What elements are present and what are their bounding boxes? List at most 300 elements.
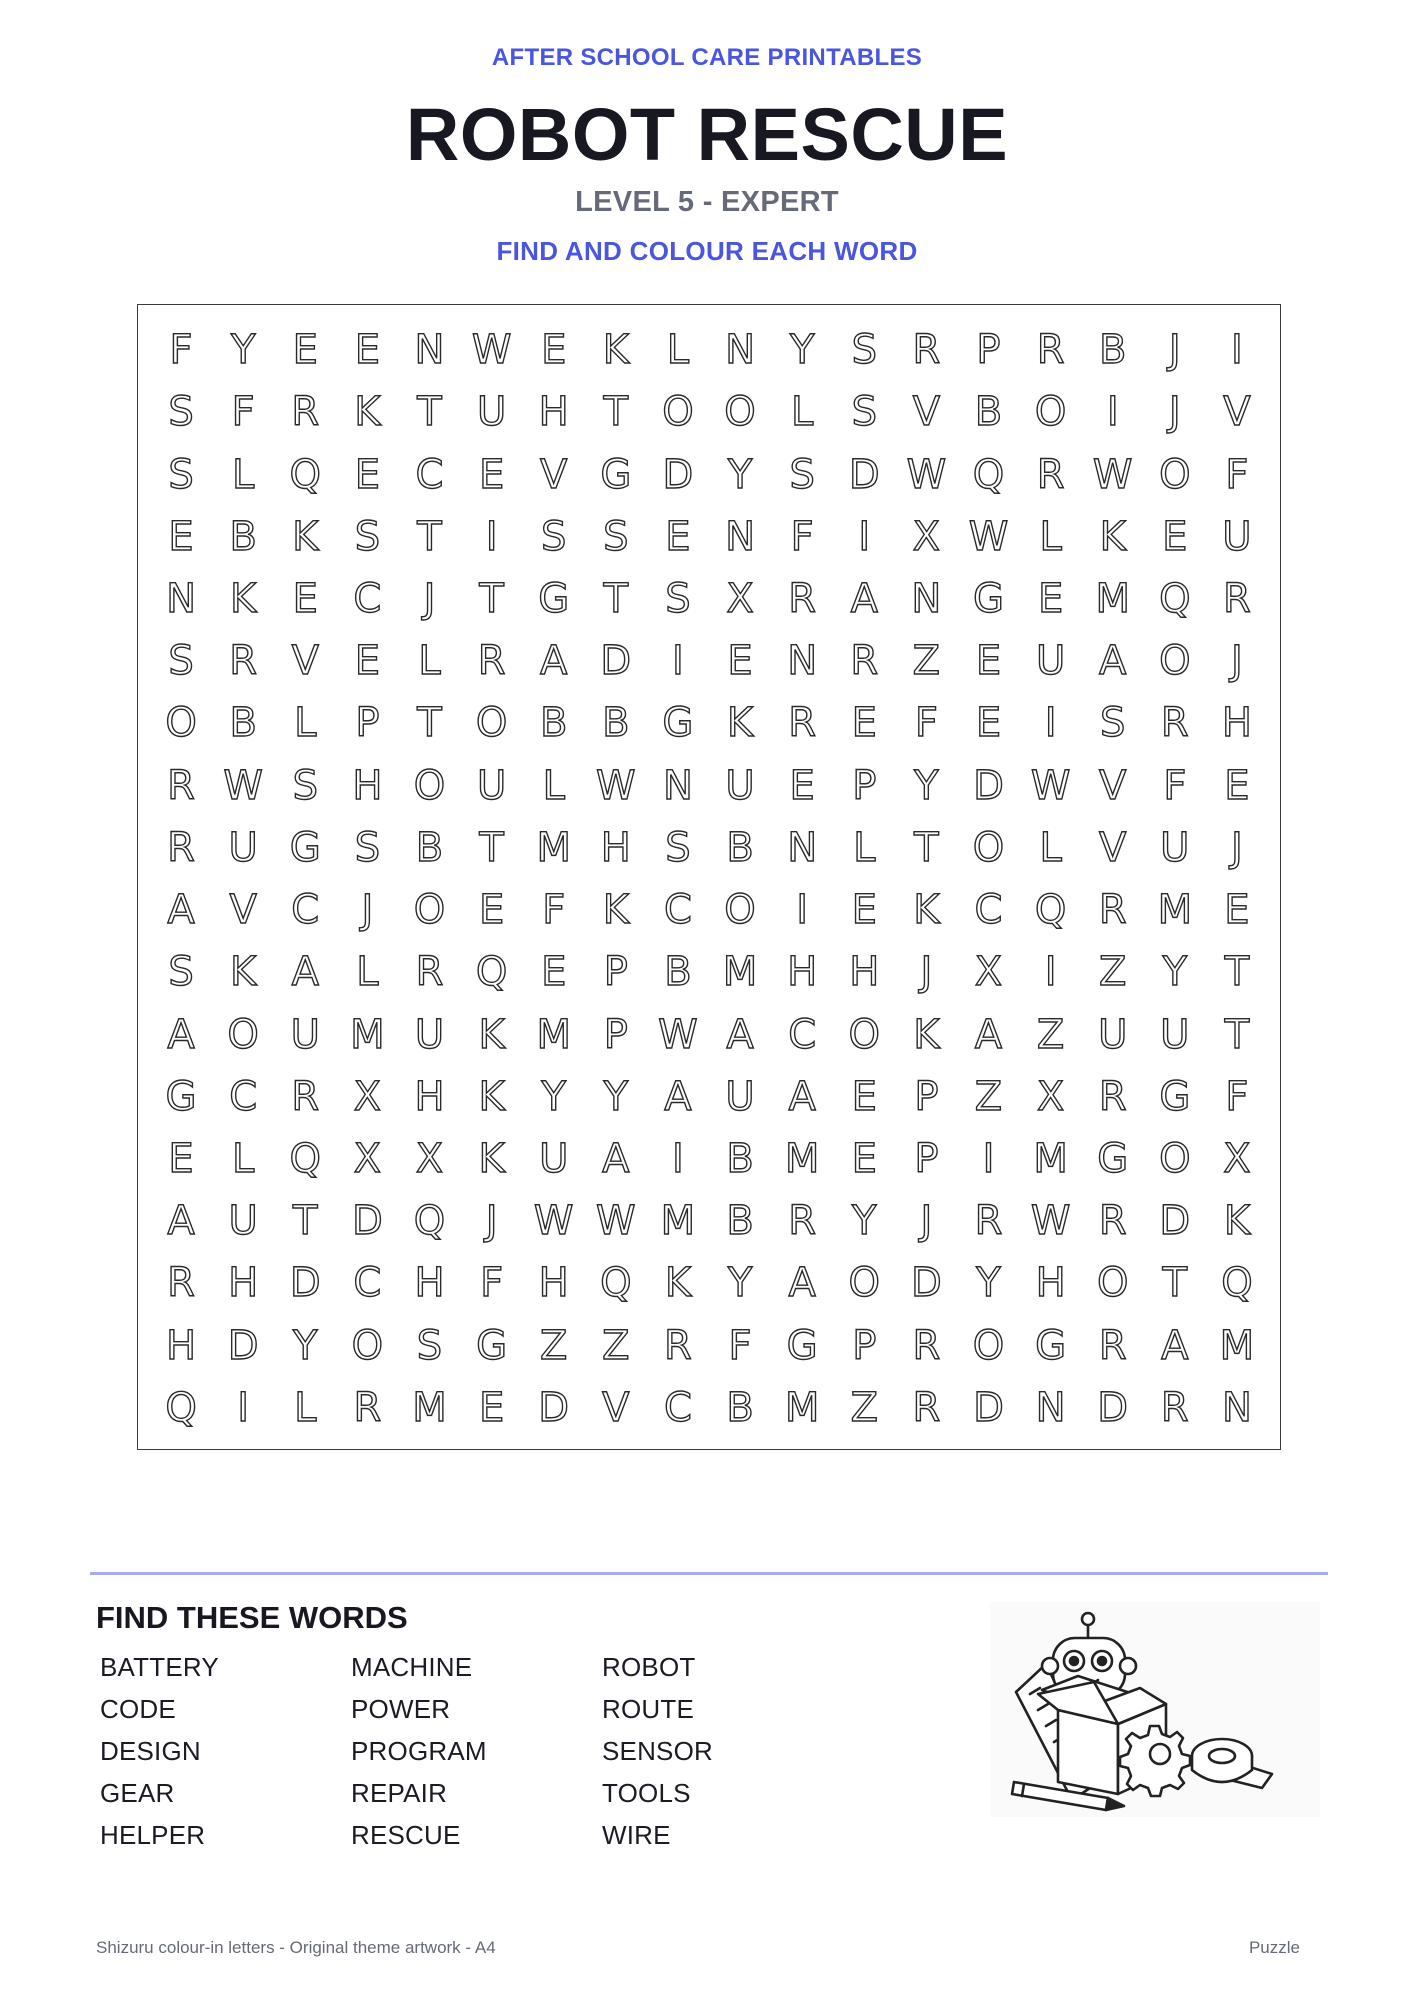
grid-letter[interactable]: I <box>1044 700 1057 747</box>
grid-letter[interactable]: Z <box>540 1322 568 1369</box>
grid-letter[interactable]: U <box>725 762 755 809</box>
grid-letter[interactable]: T <box>1162 1260 1188 1307</box>
grid-letter[interactable]: W <box>596 762 636 809</box>
grid-letter[interactable]: A <box>1099 638 1127 685</box>
grid-letter[interactable]: S <box>292 762 318 809</box>
grid-letter[interactable]: R <box>1098 1198 1127 1245</box>
grid-letter[interactable]: O <box>1159 638 1191 685</box>
grid-letter[interactable]: E <box>354 638 381 685</box>
grid-letter[interactable]: M <box>536 1011 571 1058</box>
grid-letter[interactable]: S <box>851 327 877 374</box>
grid-letter[interactable]: U <box>1098 1011 1128 1058</box>
grid-letter[interactable]: H <box>352 762 383 809</box>
grid-letter[interactable]: K <box>726 700 754 747</box>
grid-letter[interactable]: B <box>229 700 257 747</box>
grid-letter[interactable]: B <box>1098 327 1127 374</box>
grid-letter[interactable]: Y <box>727 451 753 498</box>
grid-letter[interactable]: E <box>168 1135 194 1182</box>
grid-letter[interactable]: G <box>972 575 1004 622</box>
grid-letter[interactable]: S <box>603 513 629 560</box>
grid-letter[interactable]: V <box>602 1384 630 1431</box>
grid-letter[interactable]: G <box>1035 1322 1067 1369</box>
grid-letter[interactable]: X <box>912 513 941 560</box>
grid-letter[interactable]: E <box>1224 887 1250 934</box>
grid-letter[interactable]: F <box>1225 451 1249 498</box>
grid-letter[interactable]: K <box>1099 513 1126 560</box>
grid-letter[interactable]: Y <box>852 1198 877 1245</box>
grid-letter[interactable]: E <box>354 451 381 498</box>
grid-letter[interactable]: O <box>848 1260 881 1307</box>
grid-letter[interactable]: U <box>1035 638 1066 685</box>
grid-letter[interactable]: E <box>851 700 877 747</box>
grid-letter[interactable]: T <box>603 575 629 622</box>
grid-letter[interactable]: T <box>479 575 504 622</box>
grid-letter[interactable]: X <box>1223 1135 1251 1182</box>
grid-letter[interactable]: X <box>353 1073 382 1120</box>
grid-letter[interactable]: O <box>972 1322 1005 1369</box>
grid-letter[interactable]: R <box>1036 327 1065 374</box>
grid-letter[interactable]: R <box>1098 1322 1127 1369</box>
grid-letter[interactable]: E <box>1162 513 1188 560</box>
grid-letter[interactable]: V <box>291 638 319 685</box>
grid-letter[interactable]: V <box>229 887 257 934</box>
grid-letter[interactable]: T <box>417 389 442 436</box>
grid-letter[interactable]: S <box>354 824 381 871</box>
grid-letter[interactable]: R <box>664 1322 692 1369</box>
grid-letter[interactable]: S <box>665 824 691 871</box>
grid-letter[interactable]: S <box>851 389 877 436</box>
grid-letter[interactable]: Z <box>602 1322 630 1369</box>
grid-letter[interactable]: A <box>974 1011 1003 1058</box>
grid-letter[interactable]: A <box>540 638 568 685</box>
grid-letter[interactable]: S <box>1100 700 1126 747</box>
grid-letter[interactable]: L <box>356 949 379 996</box>
grid-letter[interactable]: B <box>726 1384 754 1431</box>
grid-letter[interactable]: E <box>789 762 815 809</box>
grid-letter[interactable]: D <box>1097 1384 1129 1431</box>
grid-letter[interactable]: L <box>418 638 441 685</box>
grid-letter[interactable]: E <box>1224 762 1250 809</box>
grid-letter[interactable]: Q <box>1221 1260 1253 1307</box>
grid-letter[interactable]: H <box>1035 1260 1066 1307</box>
grid-letter[interactable]: X <box>353 1135 382 1182</box>
grid-letter[interactable]: S <box>665 575 691 622</box>
grid-letter[interactable]: E <box>975 638 1002 685</box>
grid-letter[interactable]: Y <box>914 762 939 809</box>
grid-letter[interactable]: O <box>475 700 508 747</box>
grid-letter[interactable]: Y <box>293 1322 318 1369</box>
grid-letter[interactable]: R <box>912 1322 941 1369</box>
grid-letter[interactable]: R <box>788 575 817 622</box>
grid-letter[interactable]: O <box>1096 1260 1129 1307</box>
grid-letter[interactable]: K <box>230 949 257 996</box>
grid-letter[interactable]: J <box>423 575 436 622</box>
grid-letter[interactable]: U <box>1222 513 1252 560</box>
grid-letter[interactable]: E <box>541 327 567 374</box>
grid-letter[interactable]: I <box>672 638 684 685</box>
grid-letter[interactable]: K <box>602 327 629 374</box>
grid-letter[interactable]: P <box>914 1073 939 1120</box>
grid-letter[interactable]: N <box>414 327 445 374</box>
grid-letter[interactable]: V <box>540 451 568 498</box>
grid-letter[interactable]: I <box>485 513 498 560</box>
grid-letter[interactable]: P <box>852 762 877 809</box>
grid-letter[interactable]: R <box>1098 1073 1127 1120</box>
grid-letter[interactable]: G <box>1159 1073 1191 1120</box>
grid-letter[interactable]: J <box>361 887 374 934</box>
grid-letter[interactable]: H <box>787 949 818 996</box>
grid-letter[interactable]: P <box>355 700 380 747</box>
grid-letter[interactable]: I <box>1231 327 1243 374</box>
grid-letter[interactable]: C <box>353 575 382 622</box>
grid-letter[interactable]: O <box>1159 451 1191 498</box>
grid-letter[interactable]: L <box>853 824 876 871</box>
grid-letter[interactable]: L <box>294 700 317 747</box>
grid-letter[interactable]: J <box>1231 638 1243 685</box>
grid-letter[interactable]: E <box>727 638 753 685</box>
grid-letter[interactable]: H <box>849 949 880 996</box>
grid-letter[interactable]: W <box>1030 1198 1071 1245</box>
grid-letter[interactable]: D <box>600 638 632 685</box>
grid-letter[interactable]: D <box>1159 1198 1191 1245</box>
grid-letter[interactable]: R <box>912 1384 941 1431</box>
grid-letter[interactable]: Q <box>972 451 1005 498</box>
grid-letter[interactable]: D <box>848 451 880 498</box>
grid-letter[interactable]: E <box>168 513 194 560</box>
grid-letter[interactable]: R <box>1098 887 1127 934</box>
grid-letter[interactable]: R <box>850 638 879 685</box>
grid-letter[interactable]: Q <box>1034 887 1067 934</box>
grid-letter[interactable]: O <box>724 389 756 436</box>
grid-letter[interactable]: R <box>974 1198 1003 1245</box>
grid-letter[interactable]: F <box>1163 762 1187 809</box>
grid-letter[interactable]: P <box>852 1322 877 1369</box>
grid-letter[interactable]: R <box>912 327 941 374</box>
grid-letter[interactable]: O <box>165 700 197 747</box>
grid-letter[interactable]: F <box>1225 1073 1249 1120</box>
grid-letter[interactable]: L <box>294 1384 317 1431</box>
grid-letter[interactable]: N <box>787 824 818 871</box>
grid-letter[interactable]: L <box>791 389 814 436</box>
grid-letter[interactable]: U <box>725 1073 755 1120</box>
grid-letter[interactable]: B <box>974 389 1003 436</box>
grid-letter[interactable]: N <box>725 327 755 374</box>
grid-letter[interactable]: J <box>1168 327 1181 374</box>
grid-letter[interactable]: C <box>353 1260 382 1307</box>
grid-letter[interactable]: Q <box>165 1384 197 1431</box>
grid-letter[interactable]: R <box>788 1198 817 1245</box>
grid-letter[interactable]: G <box>662 700 694 747</box>
grid-letter[interactable]: I <box>672 1135 684 1182</box>
grid-letter[interactable]: E <box>851 1135 877 1182</box>
grid-letter[interactable]: U <box>1160 1011 1190 1058</box>
grid-letter[interactable]: V <box>1099 824 1127 871</box>
grid-letter[interactable]: H <box>1221 700 1252 747</box>
grid-letter[interactable]: C <box>663 1384 692 1431</box>
grid-letter[interactable]: M <box>660 1198 696 1245</box>
grid-letter[interactable]: E <box>975 700 1002 747</box>
grid-letter[interactable]: G <box>289 824 321 871</box>
grid-letter[interactable]: M <box>1095 575 1130 622</box>
grid-letter[interactable]: W <box>1092 451 1133 498</box>
grid-letter[interactable]: R <box>788 700 817 747</box>
grid-letter[interactable]: I <box>982 1135 995 1182</box>
grid-letter[interactable]: H <box>228 1260 259 1307</box>
grid-letter[interactable]: Z <box>1036 1011 1065 1058</box>
grid-letter[interactable]: V <box>1223 389 1251 436</box>
grid-letter[interactable]: K <box>354 389 381 436</box>
grid-letter[interactable]: B <box>726 1198 754 1245</box>
grid-letter[interactable]: W <box>596 1198 636 1245</box>
grid-letter[interactable]: H <box>538 389 569 436</box>
grid-letter[interactable]: B <box>726 1135 754 1182</box>
grid-letter[interactable]: A <box>167 1011 195 1058</box>
grid-letter[interactable]: T <box>914 824 939 871</box>
grid-letter[interactable]: F <box>231 389 255 436</box>
grid-letter[interactable]: A <box>788 1260 816 1307</box>
grid-letter[interactable]: W <box>968 513 1009 560</box>
grid-letter[interactable]: N <box>911 575 942 622</box>
grid-letter[interactable]: Y <box>230 327 256 374</box>
grid-letter[interactable]: U <box>476 389 507 436</box>
grid-letter[interactable]: R <box>167 1260 195 1307</box>
grid-letter[interactable]: N <box>662 762 693 809</box>
grid-letter[interactable]: F <box>790 513 814 560</box>
grid-letter[interactable]: B <box>539 700 568 747</box>
grid-letter[interactable]: K <box>664 1260 692 1307</box>
grid-letter[interactable]: Q <box>289 451 322 498</box>
grid-letter[interactable]: H <box>538 1260 569 1307</box>
grid-letter[interactable]: R <box>1223 575 1251 622</box>
grid-letter[interactable]: C <box>291 887 320 934</box>
grid-letter[interactable]: A <box>167 1198 195 1245</box>
grid-letter[interactable]: J <box>1231 824 1243 871</box>
grid-letter[interactable]: G <box>786 1322 818 1369</box>
grid-letter[interactable]: R <box>477 638 506 685</box>
grid-letter[interactable]: G <box>538 575 570 622</box>
grid-letter[interactable]: N <box>166 575 197 622</box>
grid-letter[interactable]: H <box>414 1260 445 1307</box>
grid-letter[interactable]: D <box>973 762 1004 809</box>
grid-letter[interactable]: M <box>536 824 571 871</box>
grid-letter[interactable]: K <box>230 575 257 622</box>
grid-letter[interactable]: F <box>480 1260 504 1307</box>
grid-letter[interactable]: B <box>229 513 257 560</box>
grid-letter[interactable]: W <box>658 1011 698 1058</box>
grid-letter[interactable]: O <box>1159 1135 1191 1182</box>
grid-letter[interactable]: K <box>913 887 940 934</box>
grid-letter[interactable]: C <box>974 887 1003 934</box>
grid-letter[interactable]: I <box>858 513 871 560</box>
grid-letter[interactable]: G <box>165 1073 197 1120</box>
grid-letter[interactable]: N <box>1221 1384 1252 1431</box>
grid-letter[interactable]: I <box>1044 949 1057 996</box>
grid-letter[interactable]: T <box>293 1198 318 1245</box>
grid-letter[interactable]: M <box>784 1384 820 1431</box>
grid-letter[interactable]: F <box>169 327 193 374</box>
grid-letter[interactable]: H <box>600 824 631 871</box>
grid-letter[interactable]: H <box>166 1322 197 1369</box>
grid-letter[interactable]: E <box>354 327 381 374</box>
grid-letter[interactable]: P <box>914 1135 939 1182</box>
grid-letter[interactable]: R <box>291 389 320 436</box>
grid-letter[interactable]: S <box>168 451 194 498</box>
grid-letter[interactable]: A <box>664 1073 692 1120</box>
grid-letter[interactable]: O <box>1034 389 1067 436</box>
grid-letter[interactable]: Y <box>1162 949 1188 996</box>
grid-letter[interactable]: N <box>1035 1384 1066 1431</box>
grid-letter[interactable]: U <box>290 1011 320 1058</box>
grid-letter[interactable]: E <box>851 1073 877 1120</box>
grid-letter[interactable]: M <box>1219 1322 1255 1369</box>
grid-letter[interactable]: L <box>666 327 690 374</box>
grid-letter[interactable]: S <box>168 389 194 436</box>
grid-letter[interactable]: E <box>478 1384 505 1431</box>
grid-letter[interactable]: S <box>354 513 381 560</box>
grid-letter[interactable]: O <box>227 1011 259 1058</box>
grid-letter[interactable]: L <box>232 451 255 498</box>
grid-letter[interactable]: D <box>973 1384 1004 1431</box>
grid-letter[interactable]: A <box>291 949 319 996</box>
grid-letter[interactable]: A <box>788 1073 816 1120</box>
grid-letter[interactable]: M <box>350 1011 385 1058</box>
grid-letter[interactable]: Q <box>413 1198 446 1245</box>
grid-letter[interactable]: J <box>920 949 933 996</box>
grid-letter[interactable]: B <box>415 824 444 871</box>
grid-letter[interactable]: G <box>1097 1135 1129 1182</box>
grid-letter[interactable]: T <box>603 389 629 436</box>
grid-letter[interactable]: L <box>232 1135 255 1182</box>
grid-letter[interactable]: M <box>784 1135 820 1182</box>
grid-letter[interactable]: Q <box>289 1135 322 1182</box>
grid-letter[interactable]: D <box>910 1260 942 1307</box>
grid-letter[interactable]: S <box>789 451 815 498</box>
grid-letter[interactable]: C <box>229 1073 258 1120</box>
grid-letter[interactable]: U <box>414 1011 445 1058</box>
grid-letter[interactable]: T <box>479 824 504 871</box>
grid-letter[interactable]: E <box>292 575 318 622</box>
grid-letter[interactable]: R <box>1036 451 1065 498</box>
grid-letter[interactable]: O <box>724 887 756 934</box>
grid-letter[interactable]: X <box>726 575 754 622</box>
grid-letter[interactable]: X <box>974 949 1003 996</box>
grid-letter[interactable]: E <box>1037 575 1064 622</box>
grid-letter[interactable]: K <box>478 1073 505 1120</box>
grid-letter[interactable]: V <box>912 389 941 436</box>
grid-letter[interactable]: H <box>414 1073 445 1120</box>
grid-letter[interactable]: N <box>725 513 755 560</box>
grid-letter[interactable]: W <box>223 762 263 809</box>
grid-letter[interactable]: M <box>722 949 758 996</box>
grid-letter[interactable]: E <box>478 451 505 498</box>
grid-letter[interactable]: S <box>168 638 194 685</box>
grid-letter[interactable]: O <box>662 389 694 436</box>
grid-letter[interactable]: W <box>1030 762 1071 809</box>
grid-letter[interactable]: M <box>1033 1135 1068 1182</box>
grid-letter[interactable]: D <box>289 1260 321 1307</box>
grid-letter[interactable]: W <box>533 1198 574 1245</box>
grid-letter[interactable]: I <box>1106 389 1119 436</box>
grid-letter[interactable]: A <box>850 575 878 622</box>
grid-letter[interactable]: A <box>726 1011 754 1058</box>
grid-letter[interactable]: K <box>602 887 629 934</box>
grid-letter[interactable]: C <box>788 1011 817 1058</box>
grid-letter[interactable]: K <box>478 1135 505 1182</box>
grid-letter[interactable]: D <box>227 1322 259 1369</box>
grid-letter[interactable]: F <box>728 1322 752 1369</box>
grid-letter[interactable]: L <box>1039 824 1062 871</box>
grid-letter[interactable]: R <box>167 762 195 809</box>
grid-letter[interactable]: Q <box>475 949 508 996</box>
grid-letter[interactable]: Z <box>1099 949 1127 996</box>
grid-letter[interactable]: Z <box>912 638 941 685</box>
grid-letter[interactable]: D <box>351 1198 383 1245</box>
grid-letter[interactable]: D <box>662 451 694 498</box>
grid-letter[interactable]: R <box>1160 700 1189 747</box>
grid-letter[interactable]: A <box>1161 1322 1189 1369</box>
grid-letter[interactable]: I <box>796 887 809 934</box>
grid-letter[interactable]: Y <box>789 327 815 374</box>
grid-letter[interactable]: R <box>1160 1384 1189 1431</box>
grid-letter[interactable]: B <box>726 824 754 871</box>
grid-letter[interactable]: Y <box>727 1260 753 1307</box>
grid-letter[interactable]: J <box>485 1198 498 1245</box>
grid-letter[interactable]: A <box>167 887 195 934</box>
grid-letter[interactable]: C <box>415 451 444 498</box>
grid-letter[interactable]: O <box>972 824 1005 871</box>
grid-letter[interactable]: S <box>168 949 194 996</box>
grid-letter[interactable]: Y <box>541 1073 566 1120</box>
grid-letter[interactable]: A <box>602 1135 630 1182</box>
grid-letter[interactable]: W <box>906 451 947 498</box>
grid-letter[interactable]: M <box>412 1384 447 1431</box>
grid-letter[interactable]: B <box>602 700 630 747</box>
grid-letter[interactable]: T <box>417 700 442 747</box>
grid-letter[interactable]: D <box>538 1384 570 1431</box>
grid-letter[interactable]: R <box>167 824 195 871</box>
grid-letter[interactable]: Z <box>850 1384 878 1431</box>
grid-letter[interactable]: L <box>542 762 565 809</box>
grid-letter[interactable]: N <box>787 638 818 685</box>
grid-letter[interactable]: C <box>663 887 692 934</box>
grid-letter[interactable]: Q <box>600 1260 632 1307</box>
grid-letter[interactable]: K <box>913 1011 940 1058</box>
grid-letter[interactable]: E <box>292 327 318 374</box>
grid-letter[interactable]: R <box>415 949 444 996</box>
grid-letter[interactable]: L <box>1039 513 1062 560</box>
grid-letter[interactable]: U <box>228 824 258 871</box>
grid-letter[interactable]: R <box>353 1384 382 1431</box>
grid-letter[interactable]: E <box>851 887 877 934</box>
grid-letter[interactable]: J <box>920 1198 933 1245</box>
grid-letter[interactable]: P <box>603 1011 628 1058</box>
grid-letter[interactable]: Y <box>603 1073 629 1120</box>
grid-letter[interactable]: B <box>664 949 692 996</box>
grid-letter[interactable]: Q <box>1159 575 1191 622</box>
grid-letter[interactable]: E <box>541 949 567 996</box>
grid-letter[interactable]: S <box>541 513 567 560</box>
grid-letter[interactable]: K <box>292 513 319 560</box>
grid-letter[interactable]: O <box>848 1011 881 1058</box>
grid-letter[interactable]: K <box>1223 1198 1251 1245</box>
grid-letter[interactable]: O <box>351 1322 384 1369</box>
grid-letter[interactable]: J <box>1168 389 1181 436</box>
grid-letter[interactable]: V <box>1099 762 1127 809</box>
grid-letter[interactable]: F <box>542 887 566 934</box>
grid-letter[interactable]: U <box>1160 824 1190 871</box>
grid-letter[interactable]: Y <box>976 1260 1001 1307</box>
grid-letter[interactable]: T <box>1224 949 1250 996</box>
